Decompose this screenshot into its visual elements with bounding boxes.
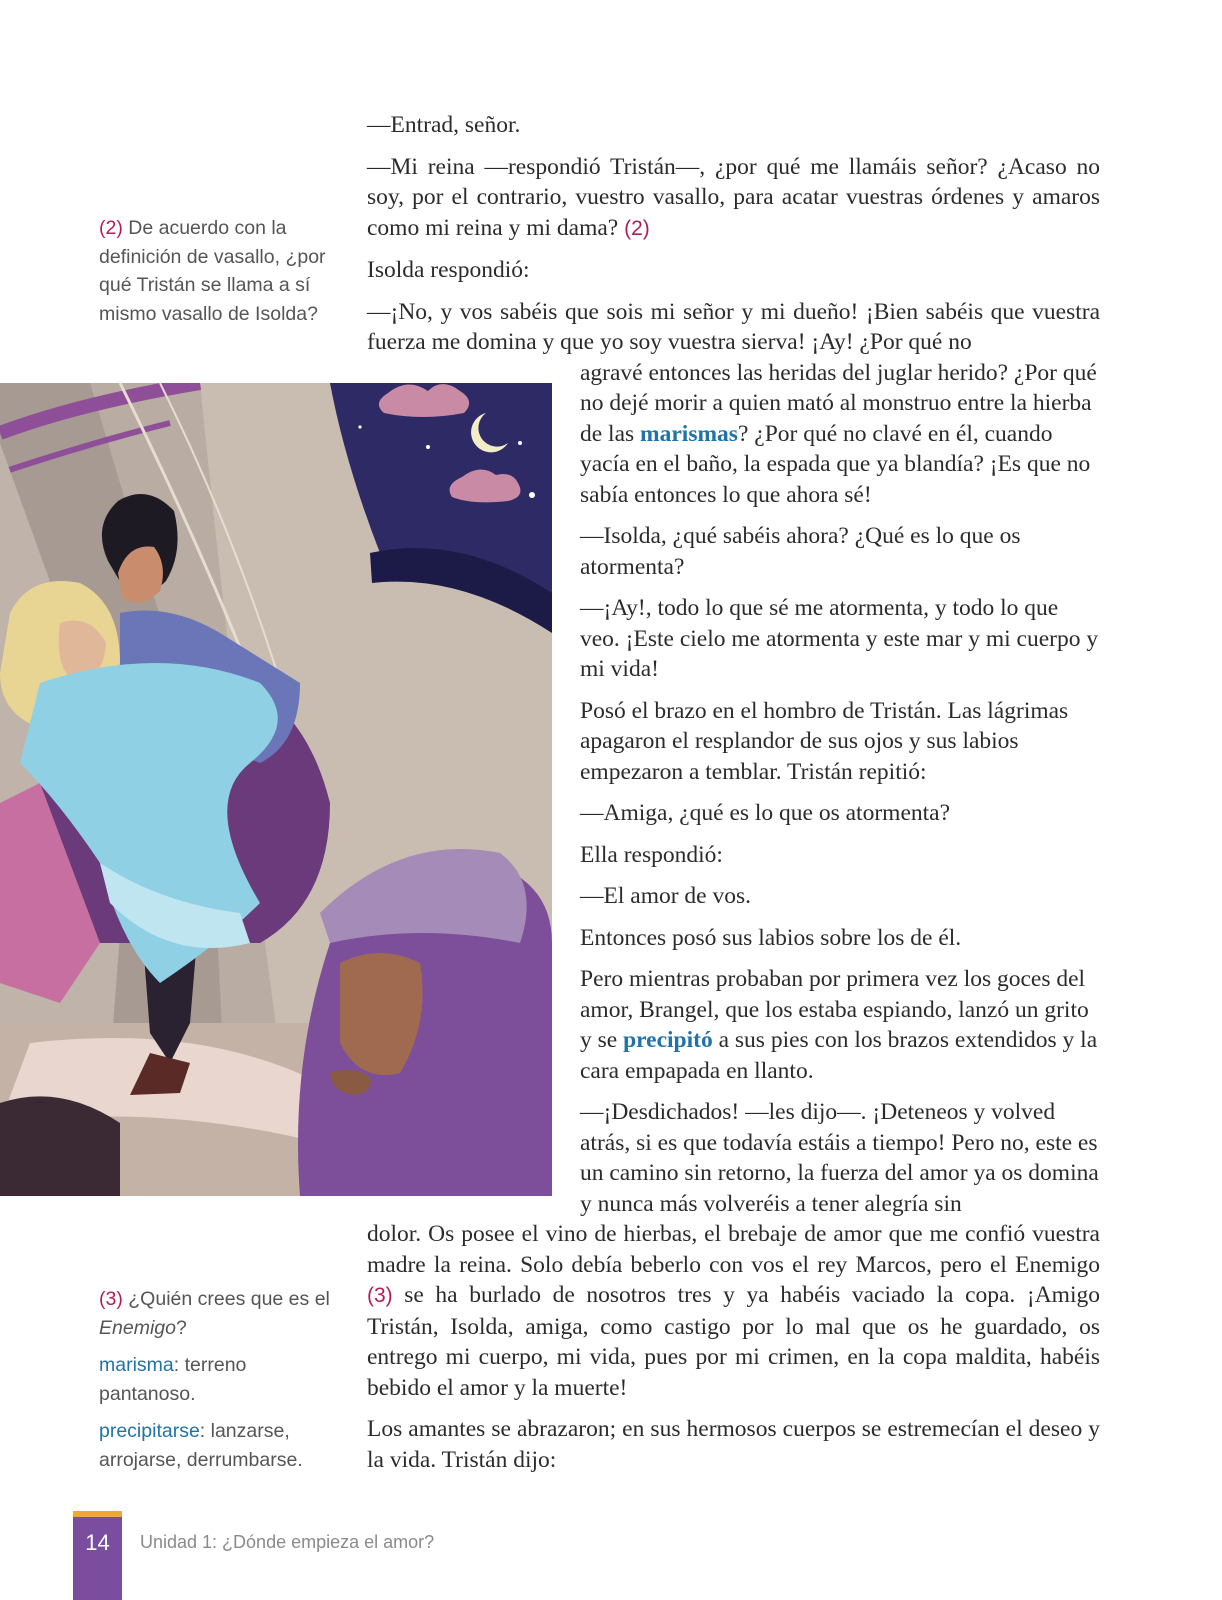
paragraph: —¡No, y vos sabéis que sois mi señor y mi dueño! ¡Bien sabéis que vuestra fuerza me domina y que yo soy vuestra sierva! ¡Ay! ¿Por qué no <box>367 298 1100 355</box>
paragraph: —El amor de vos. <box>580 883 751 909</box>
unit-footer: Unidad 1: ¿Dónde empieza el amor? <box>140 1532 435 1552</box>
margin-notes-bottom <box>99 1285 339 1483</box>
paragraph: Ella respondió: <box>580 841 723 868</box>
glossary-precipitarse <box>99 1417 339 1474</box>
reference-marker-2: (2) <box>624 216 650 240</box>
question-3-number: (3) <box>99 1288 123 1310</box>
paragraph: —Mi reina —respondió Tristán—, ¿por qué me llamáis señor? ¿Acaso no soy, por el contrario, vuestro vasallo, para acatar vuestras órdenes y amaros como mi reina y mi dama? (2) <box>367 153 1100 241</box>
glossary-definition: : terreno pantanoso. <box>99 1354 247 1405</box>
paragraph: —Entrad, señor. <box>367 112 521 138</box>
glossary-term: precipitarse <box>99 1420 200 1442</box>
page-number: 14 <box>85 1530 110 1555</box>
paragraph: dolor. Os posee el vino de hierbas, el brebaje de amor que me confió vuestra madre la reina. Solo debía beberlo con vos el rey Marcos, pero el Enemigo (3) se ha burlado de nosotros tres y ya habéis vaciado la copa. ¡Amigo Tristán, Isolda, amiga, como castigo por lo mal que os he guardado, os entrego mi cuerpo, mi vida, pues por mi crimen, en la copa maldita, habéis bebido el amor y la muerte! <box>367 1221 1100 1401</box>
paragraph: —¡Ay!, todo lo que sé me atormenta, y todo lo que veo. ¡Este cielo me atormenta y este mar y mi cuerpo y mi vida! <box>580 595 1099 682</box>
story-body <box>367 110 1100 1486</box>
glossary-marisma <box>99 1351 339 1408</box>
paragraph: Posó el brazo en el hombro de Tristán. Las lágrimas apagaron el resplandor de sus ojos y sus labios empezaron a temblar. Tristán repitió: <box>580 697 1069 785</box>
question-2-text: De acuerdo con la definición de vasallo, ¿por qué Tristán se llama a sí mismo vasallo de Isolda? <box>99 217 326 325</box>
paragraph: Pero mientras probaban por primera vez los goces del amor, Brangel, que los estaba espiando, lanzó un grito y se precipitó a sus pies con los brazos extendidos y la cara empapada en llanto. <box>580 966 1098 1084</box>
glossary-definition: : lanzarse, arrojarse, derrumbarse. <box>99 1420 303 1471</box>
paragraph: agravé entonces las heridas del juglar herido? ¿Por qué no dejé morir a quien mató al monstruo entre la hierba de las marismas? ¿Por qué no clavé en él, cuando yacía en el baño, la espada que ya blandía? ¡Es que no sabía entonces lo que ahora sé! <box>580 359 1097 508</box>
glossary-term: marisma <box>99 1354 174 1376</box>
question-2-number: (2) <box>99 217 123 239</box>
paragraph: Isolda respondió: <box>367 257 530 283</box>
paragraph: Los amantes se abrazaron; en sus hermosos cuerpos se estremecían el deseo y la vida. Tristán dijo: <box>367 1416 1100 1473</box>
margin-question-2 <box>99 214 339 337</box>
wrapped-column <box>367 358 1100 1220</box>
paragraph: —Isolda, ¿qué sabéis ahora? ¿Qué es lo que os atormenta? <box>580 523 1021 580</box>
paragraph: —¡Desdichados! —les dijo—. ¡Deteneos y volved atrás, si es que todavía estáis a tiempo! Pero no, este es un camino sin retorno, la fuerza del amor ya os domina y nunca más volveréis a tener alegría sin <box>580 1099 1099 1217</box>
paragraph: —Amiga, ¿qué es lo que os atormenta? <box>580 800 951 826</box>
paragraph: Entonces posó sus labios sobre los de él. <box>580 924 962 951</box>
glossary-link-marismas[interactable]: marismas <box>640 420 738 447</box>
question-3: (3) ¿Quién crees que es el Enemigo? <box>99 1288 330 1339</box>
glossary-link-precipito[interactable]: precipitó <box>623 1027 713 1053</box>
reference-marker-3: (3) <box>367 1284 393 1307</box>
